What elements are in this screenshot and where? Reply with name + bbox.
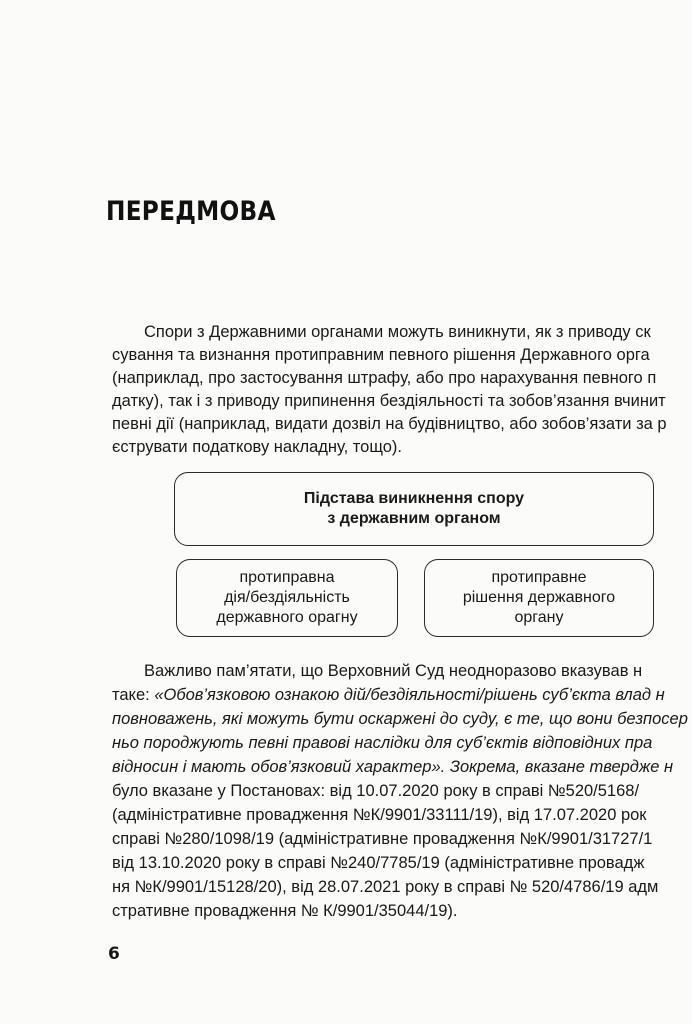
diagram-box-dispute-basis	[174, 472, 654, 546]
intro-line: сування та визнання протиправним певного рішення Державного орга	[112, 346, 650, 364]
diagram-box-line: рішення державного	[462, 589, 616, 606]
body-line-italic: ньо породжують певні правові наслідки для суб’єктів відповідних пра	[112, 734, 653, 752]
intro-line: певні дії (наприклад, видати дозвіл на будівництво, або зобов’язати за р	[112, 415, 667, 433]
diagram-box-line: з державним органом	[327, 510, 501, 527]
body-line	[144, 661, 642, 681]
body-line	[112, 805, 647, 825]
body-line-regular: справі №280/1098/19 (адміністративне провадження №К/9901/31727/1	[112, 830, 653, 848]
diagram-box-line: протиправне	[491, 569, 587, 586]
body-line	[112, 685, 665, 705]
intro-line: датку), так і з приводу припинення бездіяльності та зобов’язання вчинит	[112, 392, 666, 410]
body-line-regular: ня №К/9901/15128/20), від 28.07.2021 року в справі № 520/4786/19 адм	[112, 878, 659, 896]
body-line	[112, 781, 639, 801]
diagram-box-line: державного орагну	[216, 609, 358, 626]
body-line-italic: повноважень, які можуть бути оскаржені до суду, є те, що вони безпосер	[112, 710, 688, 728]
body-line	[112, 853, 644, 873]
page-title: ПЕРЕДМОВА	[106, 196, 276, 227]
intro-line: Спори з Державними органами можуть виникнути, як з приводу ск	[144, 323, 651, 341]
body-line-regular: (адміністративне провадження №К/9901/33111/19), від 17.07.2020 рок	[112, 806, 647, 824]
diagram-box-line: Підстава виникнення спору	[303, 490, 525, 507]
diagram-box-unlawful-decision	[424, 559, 654, 637]
diagram-box-line: органу	[514, 609, 564, 626]
body-line-italic: «Обов’язковою ознакою дій/бездіяльності/рішень суб’єкта влад н	[154, 686, 665, 704]
intro-line: (наприклад, про застосування штрафу, або про нарахування певного п	[112, 369, 657, 387]
diagram-box-line: протиправна	[239, 569, 335, 586]
diagram-box-line: дія/бездіяльність	[224, 589, 350, 606]
body-line	[112, 901, 458, 921]
body-line-regular: таке:	[112, 686, 155, 704]
body-line-regular: від 13.10.2020 року в справі №240/7785/19 (адміністративне провадж	[112, 854, 645, 872]
body-line-regular: Важливо пам’ятати, що Верховний Суд неодноразово вказував н	[144, 662, 643, 680]
body-line-regular: стративне провадження № К/9901/35044/19).	[112, 902, 458, 920]
body-line-regular: було вказане у Постановах: від 10.07.2020 року в справі №520/5168/	[112, 782, 640, 800]
body-line	[112, 877, 658, 897]
body-line	[112, 733, 652, 753]
body-line	[112, 829, 652, 849]
intro-line: єструвати податкову накладну, тощо).	[112, 438, 402, 456]
body-line	[112, 757, 673, 777]
page-number: 6	[108, 944, 120, 964]
body-line-italic: відносин і мають обов’язковий характер». Зокрема, вказане твердже н	[112, 758, 674, 776]
body-line	[112, 709, 688, 729]
diagram-box-unlawful-action	[176, 559, 398, 637]
